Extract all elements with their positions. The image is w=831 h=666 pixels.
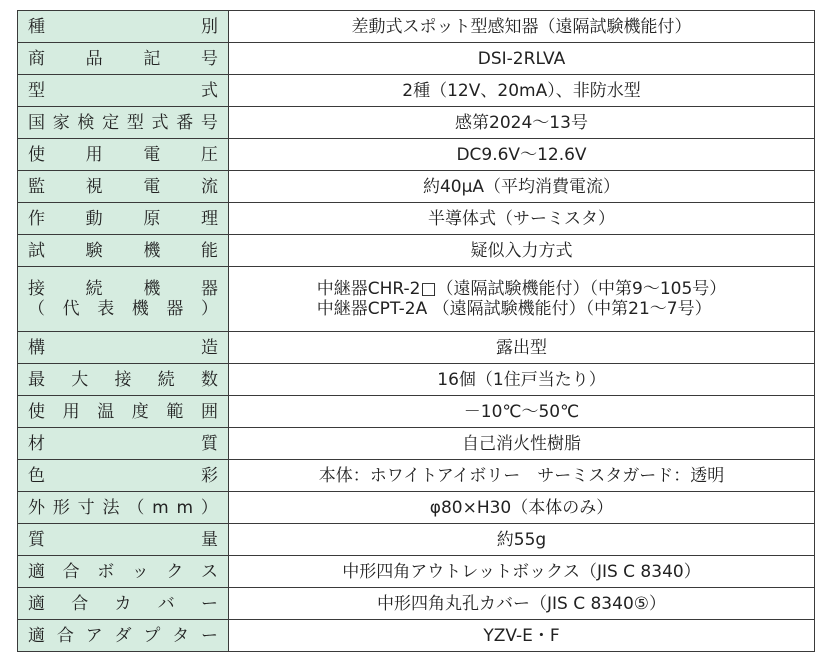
spec-label-cell bbox=[18, 332, 229, 364]
spec-label-cell bbox=[18, 620, 229, 652]
spec-value: 2種（12V、20mA）、非防水型 bbox=[402, 80, 641, 101]
spec-label: 型 式 bbox=[28, 80, 218, 101]
spec-label: 適 合 ボ ッ ク ス bbox=[28, 561, 218, 582]
spec-value-cell bbox=[229, 107, 815, 139]
spec-table bbox=[17, 10, 815, 652]
spec-value: 半導体式（サーミスタ） bbox=[428, 208, 615, 229]
spec-row bbox=[18, 492, 815, 524]
spec-value-cell bbox=[229, 492, 815, 524]
spec-value-cell bbox=[229, 75, 815, 107]
spec-value: 約40μA（平均消費電流） bbox=[422, 176, 621, 197]
spec-row bbox=[18, 556, 815, 588]
spec-label-cell bbox=[18, 588, 229, 620]
spec-value: 16個（1住戸当たり） bbox=[437, 369, 606, 390]
spec-row bbox=[18, 11, 815, 43]
spec-label: 種 別 bbox=[28, 16, 218, 37]
spec-value-cell bbox=[229, 203, 815, 235]
spec-value-cell bbox=[229, 43, 815, 75]
spec-row bbox=[18, 428, 815, 460]
spec-label-cell bbox=[18, 428, 229, 460]
spec-label-cell bbox=[18, 364, 229, 396]
spec-label: 作 動 原 理 bbox=[28, 208, 218, 229]
spec-row bbox=[18, 75, 815, 107]
spec-label-cell bbox=[18, 107, 229, 139]
spec-value-cell bbox=[229, 396, 815, 428]
spec-label-cell bbox=[18, 267, 229, 332]
spec-value: 自己消火性樹脂 bbox=[462, 433, 581, 454]
spec-value-cell bbox=[229, 11, 815, 43]
spec-value: 差動式スポット型感知器（遠隔試験機能付） bbox=[351, 16, 692, 37]
spec-row bbox=[18, 235, 815, 267]
spec-label: 適 合 カ バ ー bbox=[28, 593, 218, 614]
spec-row bbox=[18, 171, 815, 203]
spec-row bbox=[18, 364, 815, 396]
spec-value-cell bbox=[229, 556, 815, 588]
spec-value-cell bbox=[229, 171, 815, 203]
spec-label: 適 合 ア ダ プ タ ー bbox=[28, 625, 218, 646]
spec-label-cell bbox=[18, 492, 229, 524]
spec-label-cell bbox=[18, 460, 229, 492]
spec-value: DC9.6V～12.6V bbox=[456, 144, 587, 165]
spec-value: 本体：ホワイトアイボリー サーミスタガード：透明 bbox=[318, 465, 725, 486]
spec-label-cell bbox=[18, 556, 229, 588]
spec-row bbox=[18, 588, 815, 620]
spec-row bbox=[18, 267, 815, 332]
spec-label-cell bbox=[18, 396, 229, 428]
spec-row bbox=[18, 139, 815, 171]
spec-value-cell bbox=[229, 267, 815, 332]
spec-value: 中継器CPT-2A （遠隔試験機能付）（中第21～7号） bbox=[316, 299, 712, 319]
spec-row bbox=[18, 460, 815, 492]
spec-label-cell bbox=[18, 11, 229, 43]
spec-label: 質 量 bbox=[28, 529, 218, 550]
spec-label: 監 視 電 流 bbox=[28, 176, 218, 197]
spec-label: 構 造 bbox=[28, 337, 218, 358]
spec-row bbox=[18, 107, 815, 139]
spec-row bbox=[18, 332, 815, 364]
spec-row bbox=[18, 396, 815, 428]
spec-row bbox=[18, 203, 815, 235]
spec-label-cell bbox=[18, 235, 229, 267]
spec-value: DSI-2RLVA bbox=[477, 48, 566, 69]
spec-value-cell bbox=[229, 332, 815, 364]
spec-label: 最 大 接 続 数 bbox=[28, 369, 218, 390]
spec-value: 中継器CHR-2□（遠隔試験機能付）（中第9～105号） bbox=[316, 279, 727, 299]
spec-label-cell bbox=[18, 139, 229, 171]
spec-label: 商 品 記 号 bbox=[28, 48, 218, 69]
spec-value-cell bbox=[229, 524, 815, 556]
spec-value: 感第2024～13号 bbox=[455, 112, 588, 133]
spec-label: 外 形 寸 法 （ m m ） bbox=[28, 497, 218, 518]
spec-value-cell bbox=[229, 139, 815, 171]
spec-label: （ 代 表 機 器 ） bbox=[28, 299, 218, 319]
spec-label: 材 質 bbox=[28, 433, 218, 454]
spec-value-cell bbox=[229, 364, 815, 396]
spec-value: φ80×H30（本体のみ） bbox=[429, 497, 614, 518]
spec-value-cell bbox=[229, 460, 815, 492]
spec-label-cell bbox=[18, 75, 229, 107]
spec-value: －10℃～50℃ bbox=[463, 401, 580, 422]
spec-value: 疑似入力方式 bbox=[470, 240, 573, 261]
spec-label-cell bbox=[18, 524, 229, 556]
spec-row bbox=[18, 43, 815, 75]
spec-value: 中形四角丸孔カバー（JIS C 8340⑤） bbox=[377, 593, 666, 614]
spec-value: 中形四角アウトレットボックス（JIS C 8340） bbox=[342, 561, 701, 582]
spec-value-cell bbox=[229, 620, 815, 652]
spec-row bbox=[18, 620, 815, 652]
spec-label-cell bbox=[18, 171, 229, 203]
spec-label: 試 験 機 能 bbox=[28, 240, 218, 261]
spec-value-cell bbox=[229, 235, 815, 267]
spec-label-cell bbox=[18, 203, 229, 235]
spec-value: 約55g bbox=[496, 529, 547, 550]
spec-label-cell bbox=[18, 43, 229, 75]
spec-label: 使 用 電 圧 bbox=[28, 144, 218, 165]
spec-label: 接 続 機 器 bbox=[28, 279, 218, 299]
spec-label: 国 家 検 定 型 式 番 号 bbox=[28, 112, 218, 133]
spec-value: 露出型 bbox=[496, 337, 547, 358]
spec-label: 使 用 温 度 範 囲 bbox=[28, 401, 218, 422]
spec-row bbox=[18, 524, 815, 556]
spec-label: 色 彩 bbox=[28, 465, 218, 486]
spec-value-cell bbox=[229, 588, 815, 620]
spec-value: YZV-E・F bbox=[483, 625, 560, 646]
spec-value-cell bbox=[229, 428, 815, 460]
